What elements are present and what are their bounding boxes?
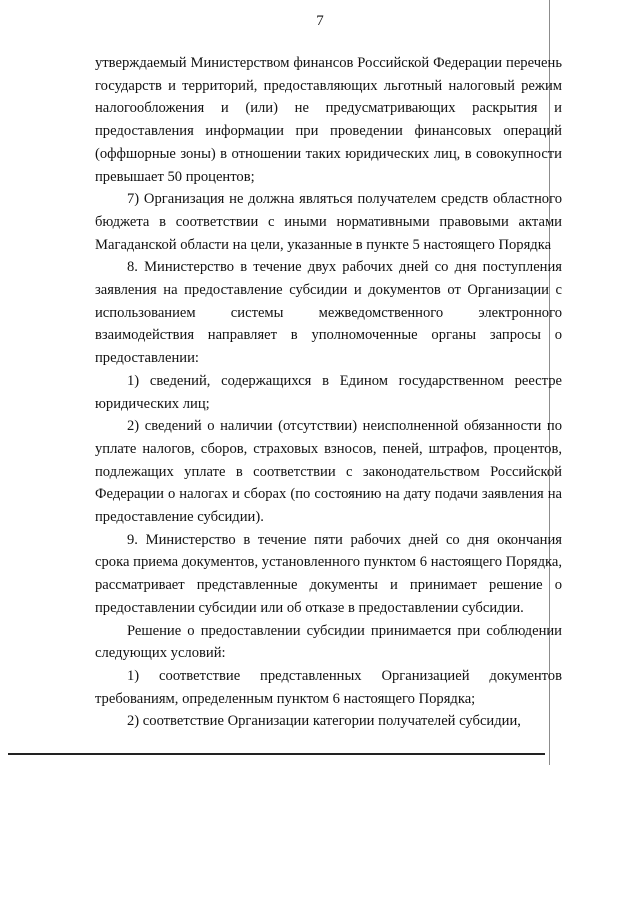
paragraph-offshore-continuation: утверждаемый Министерством финансов Российской Федерации перечень государств и территорий, предоставляющих льготный налоговый режим налогообложения и (или) не предусматривающих раскрытия и предоставления информации при проведении финансовых операций (оффшорные зоны) в отношении таких юридических лиц, в совокупности превышает 50 процентов; (95, 55, 562, 185)
paragraph-section-9: 9. Министерство в течение пяти рабочих дней со дня окончания срока приема документов, установленного пунктом 6 настоящего Порядка, рассматривает представленные документы и принимает решение о предоставлении субсидии или об отказе в предоставлении субсидии. (95, 531, 562, 616)
paragraph-section-8: 8. Министерство в течение двух рабочих дней со дня поступления заявления на предоставление субсидии и документов от Организации с использованием системы межведомственного электронного взаимодействия направляет в уполномоченные органы запросы о предоставлении: (95, 259, 562, 367)
page-number: 7 (316, 13, 324, 29)
paragraph-decision-condition-1: 1) соответствие представленных Организацией документов требованиям, определенным пунктом 6 настоящего Порядка; (95, 667, 562, 707)
paragraph-decision-condition-2: 2) соответствие Организации категории получателей субсидии, (127, 713, 521, 730)
footer-rule (8, 753, 545, 755)
paragraph-condition-7: 7) Организация не должна являться получателем средств областного бюджета в соответствии с иными нормативными правовыми актами Магаданской области на цели, указанные в пункте 5 настоящего Порядка (95, 191, 562, 253)
paragraph-request-1: 1) сведений, содержащихся в Едином государственном реестре юридических лиц; (95, 372, 562, 412)
paragraph-request-2: 2) сведений о наличии (отсутствии) неисполненной обязанности по уплате налогов, сборов, страховых взносов, пеней, штрафов, процентов, подлежащих уплате в соответствии с законодательством Российской Федерации о налогах и сборах (по состоянию на дату подачи заявления на предоставление субсидии). (95, 418, 562, 526)
paragraph-decision-conditions: Решение о предоставлении субсидии принимается при соблюдении следующих условий: (95, 622, 562, 662)
document-body (95, 52, 562, 733)
